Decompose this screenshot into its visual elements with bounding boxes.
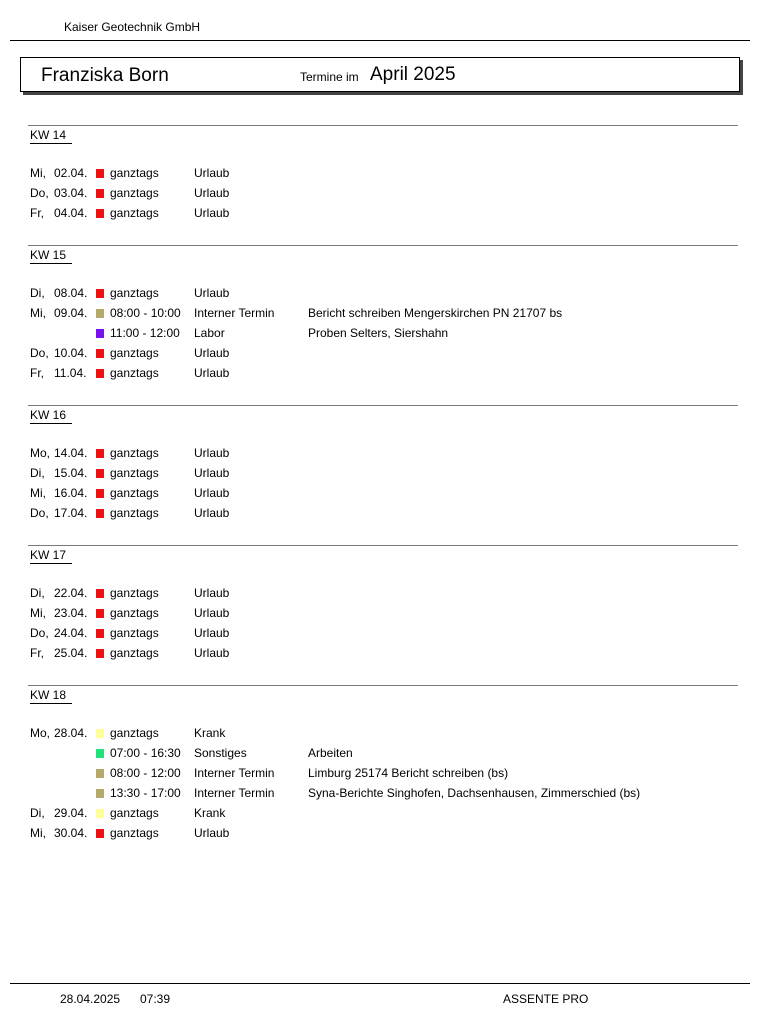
appointment-type: Interner Termin [194,786,275,800]
category-color-swatch [96,469,104,478]
week-section [28,245,738,380]
appointment-type: Urlaub [194,606,230,620]
time: ganztags [110,286,159,300]
time: ganztags [110,446,159,460]
week-section [28,125,738,220]
time: 08:00 - 10:00 [110,306,181,320]
appointment-type: Urlaub [194,466,230,480]
date: 24.04. [54,626,88,640]
category-color-swatch [96,209,104,218]
week-section [28,685,738,840]
weekday: Di, [30,466,45,480]
category-color-swatch [96,349,104,358]
week-label: KW 14 [30,128,72,144]
time: ganztags [110,646,159,660]
footer-time: 07:39 [140,992,171,1006]
week-rule [28,545,738,546]
category-color-swatch [96,189,104,198]
weekday: Fr, [30,366,44,380]
date: 10.04. [54,346,88,360]
time: ganztags [110,806,159,820]
time: ganztags [110,346,159,360]
appointment-type: Urlaub [194,506,230,520]
date: 03.04. [54,186,88,200]
appointment-type: Urlaub [194,366,230,380]
weekday: Di, [30,806,45,820]
description: Arbeiten [308,746,353,760]
category-color-swatch [96,749,104,758]
time: ganztags [110,186,159,200]
category-color-swatch [96,809,104,818]
week-rule [28,685,738,686]
person-name: Franziska Born [41,65,169,86]
weekday: Mi, [30,486,46,500]
weekday: Do, [30,346,49,360]
category-color-swatch [96,589,104,598]
appointment-type: Urlaub [194,186,230,200]
time: ganztags [110,366,159,380]
week-section [28,405,738,520]
appointment-type: Urlaub [194,166,230,180]
time: ganztags [110,586,159,600]
category-color-swatch [96,169,104,178]
appointment-type: Interner Termin [194,306,275,320]
category-color-swatch [96,789,104,798]
weekday: Do, [30,626,49,640]
category-color-swatch [96,649,104,658]
date: 16.04. [54,486,88,500]
weekday: Mi, [30,306,46,320]
date: 25.04. [54,646,88,660]
date: 17.04. [54,506,88,520]
appointment-type: Urlaub [194,626,230,640]
appointment-type: Sonstiges [194,746,247,760]
category-color-swatch [96,329,104,338]
weekday: Fr, [30,206,44,220]
appointment-type: Urlaub [194,646,230,660]
appointment-type: Urlaub [194,826,230,840]
category-color-swatch [96,769,104,778]
category-color-swatch [96,449,104,458]
date: 23.04. [54,606,88,620]
weekday: Mo, [30,726,51,740]
date: 02.04. [54,166,88,180]
time: ganztags [110,166,159,180]
category-color-swatch [96,289,104,298]
date: 15.04. [54,466,88,480]
bottom-divider [10,983,750,984]
date: 04.04. [54,206,88,220]
time: ganztags [110,206,159,220]
category-color-swatch [96,509,104,518]
category-color-swatch [96,609,104,618]
category-color-swatch [96,369,104,378]
week-label: KW 17 [30,548,72,564]
description: Bericht schreiben Mengerskirchen PN 21707 bs [308,306,563,320]
weekday: Do, [30,506,49,520]
title-box [20,57,740,92]
date: 09.04. [54,306,88,320]
category-color-swatch [96,629,104,638]
date: 30.04. [54,826,88,840]
weekday: Mi, [30,166,46,180]
appointment-type: Urlaub [194,206,230,220]
date: 11.04. [54,366,87,380]
week-label: KW 16 [30,408,72,424]
footer-app-name: ASSENTE PRO [503,992,589,1006]
description: Limburg 25174 Bericht schreiben (bs) [308,766,509,780]
time: ganztags [110,466,159,480]
appointment-type: Urlaub [194,586,230,600]
category-color-swatch [96,489,104,498]
weekday: Fr, [30,646,44,660]
description: Proben Selters, Siershahn [308,326,449,340]
category-color-swatch [96,729,104,738]
week-rule [28,245,738,246]
time: 11:00 - 12:00 [110,326,180,340]
appointment-type: Interner Termin [194,766,275,780]
appointment-type: Labor [194,326,225,340]
time: 13:30 - 17:00 [110,786,181,800]
appointment-type: Urlaub [194,346,230,360]
date: 28.04. [54,726,88,740]
category-color-swatch [96,829,104,838]
date: 08.04. [54,286,88,300]
week-label: KW 18 [30,688,72,704]
appointment-type: Urlaub [194,486,230,500]
time: 08:00 - 12:00 [110,766,181,780]
date: 22.04. [54,586,88,600]
category-color-swatch [96,309,104,318]
week-rule [28,125,738,126]
company-name: Kaiser Geotechnik GmbH [64,20,201,34]
date: 14.04. [54,446,88,460]
termine-label: Termine im [300,70,359,84]
week-label: KW 15 [30,248,72,264]
time: ganztags [110,506,159,520]
appointment-type: Urlaub [194,446,230,460]
week-rule [28,405,738,406]
week-section [28,545,738,660]
time: ganztags [110,606,159,620]
weekday: Mo, [30,446,51,460]
appointment-type: Krank [194,726,226,740]
weekday: Di, [30,586,45,600]
top-divider [10,40,750,41]
time: ganztags [110,486,159,500]
time: 07:00 - 16:30 [110,746,181,760]
time: ganztags [110,726,159,740]
appointment-type: Krank [194,806,226,820]
month-title: April 2025 [370,64,456,85]
weekday: Mi, [30,826,46,840]
weekday: Do, [30,186,49,200]
time: ganztags [110,626,159,640]
weekday: Mi, [30,606,46,620]
date: 29.04. [54,806,88,820]
weekday: Di, [30,286,45,300]
footer-date: 28.04.2025 [60,992,121,1006]
description: Syna-Berichte Singhofen, Dachsenhausen, Zimmerschied (bs) [308,786,641,800]
appointment-type: Urlaub [194,286,230,300]
time: ganztags [110,826,159,840]
